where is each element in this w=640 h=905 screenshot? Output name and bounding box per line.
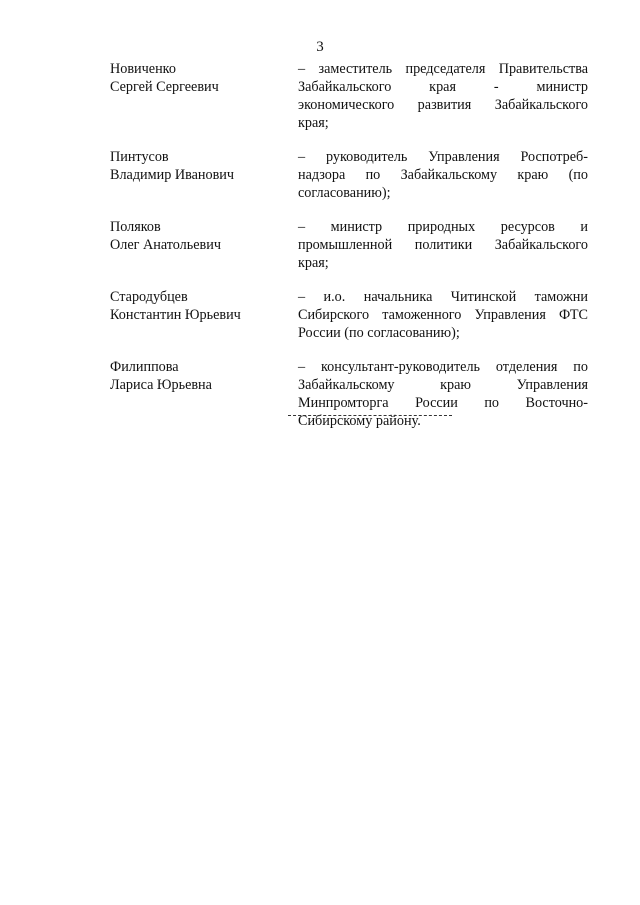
role-line: – консультант-руководитель отделения по	[298, 359, 588, 375]
list-item	[110, 148, 588, 202]
member-name	[110, 60, 298, 132]
role-line: России (по согласованию);	[298, 325, 460, 341]
list-item	[110, 218, 588, 272]
role-line: согласованию);	[298, 185, 391, 201]
role-line: Забайкальского края - министр	[298, 79, 588, 95]
member-role	[298, 288, 588, 342]
member-name	[110, 148, 298, 202]
role-line: – министр природных ресурсов и	[298, 219, 588, 235]
member-role	[298, 358, 588, 430]
member-role	[298, 60, 588, 132]
role-line: Сибирскому району.	[298, 413, 421, 429]
member-surname: Пинтусов	[110, 149, 169, 165]
role-line: Забайкальскому краю Управления	[298, 377, 588, 393]
role-line: – руководитель Управления Роспотреб-	[298, 149, 588, 165]
member-given-names: Сергей Сергеевич	[110, 79, 219, 95]
member-surname: Стародубцев	[110, 289, 188, 305]
end-separator-line	[288, 415, 452, 416]
role-line: – заместитель председателя Правительства	[298, 61, 588, 77]
role-line: экономического развития Забайкальского	[298, 97, 588, 113]
member-role	[298, 218, 588, 272]
role-line: края;	[298, 115, 329, 131]
member-name	[110, 358, 298, 430]
list-item	[110, 60, 588, 132]
member-given-names: Константин Юрьевич	[110, 307, 241, 323]
member-name	[110, 288, 298, 342]
member-given-names: Лариса Юрьевна	[110, 377, 212, 393]
role-line: Минпромторга России по Восточно-	[298, 395, 588, 411]
role-line: промышленной политики Забайкальского	[298, 237, 588, 253]
member-name	[110, 218, 298, 272]
list-item	[110, 288, 588, 342]
member-surname: Поляков	[110, 219, 161, 235]
role-line: – и.о. начальника Читинской таможни	[298, 289, 588, 305]
member-surname: Филиппова	[110, 359, 179, 375]
list-item	[110, 358, 588, 430]
page-number: 3	[316, 39, 324, 55]
member-surname: Новиченко	[110, 61, 176, 77]
role-line: надзора по Забайкальскому краю (по	[298, 167, 588, 183]
member-given-names: Олег Анатольевич	[110, 237, 221, 253]
role-line: Сибирского таможенного Управления ФТС	[298, 307, 588, 323]
member-role	[298, 148, 588, 202]
member-given-names: Владимир Иванович	[110, 167, 235, 183]
role-line: края;	[298, 255, 329, 271]
member-list	[110, 60, 588, 430]
